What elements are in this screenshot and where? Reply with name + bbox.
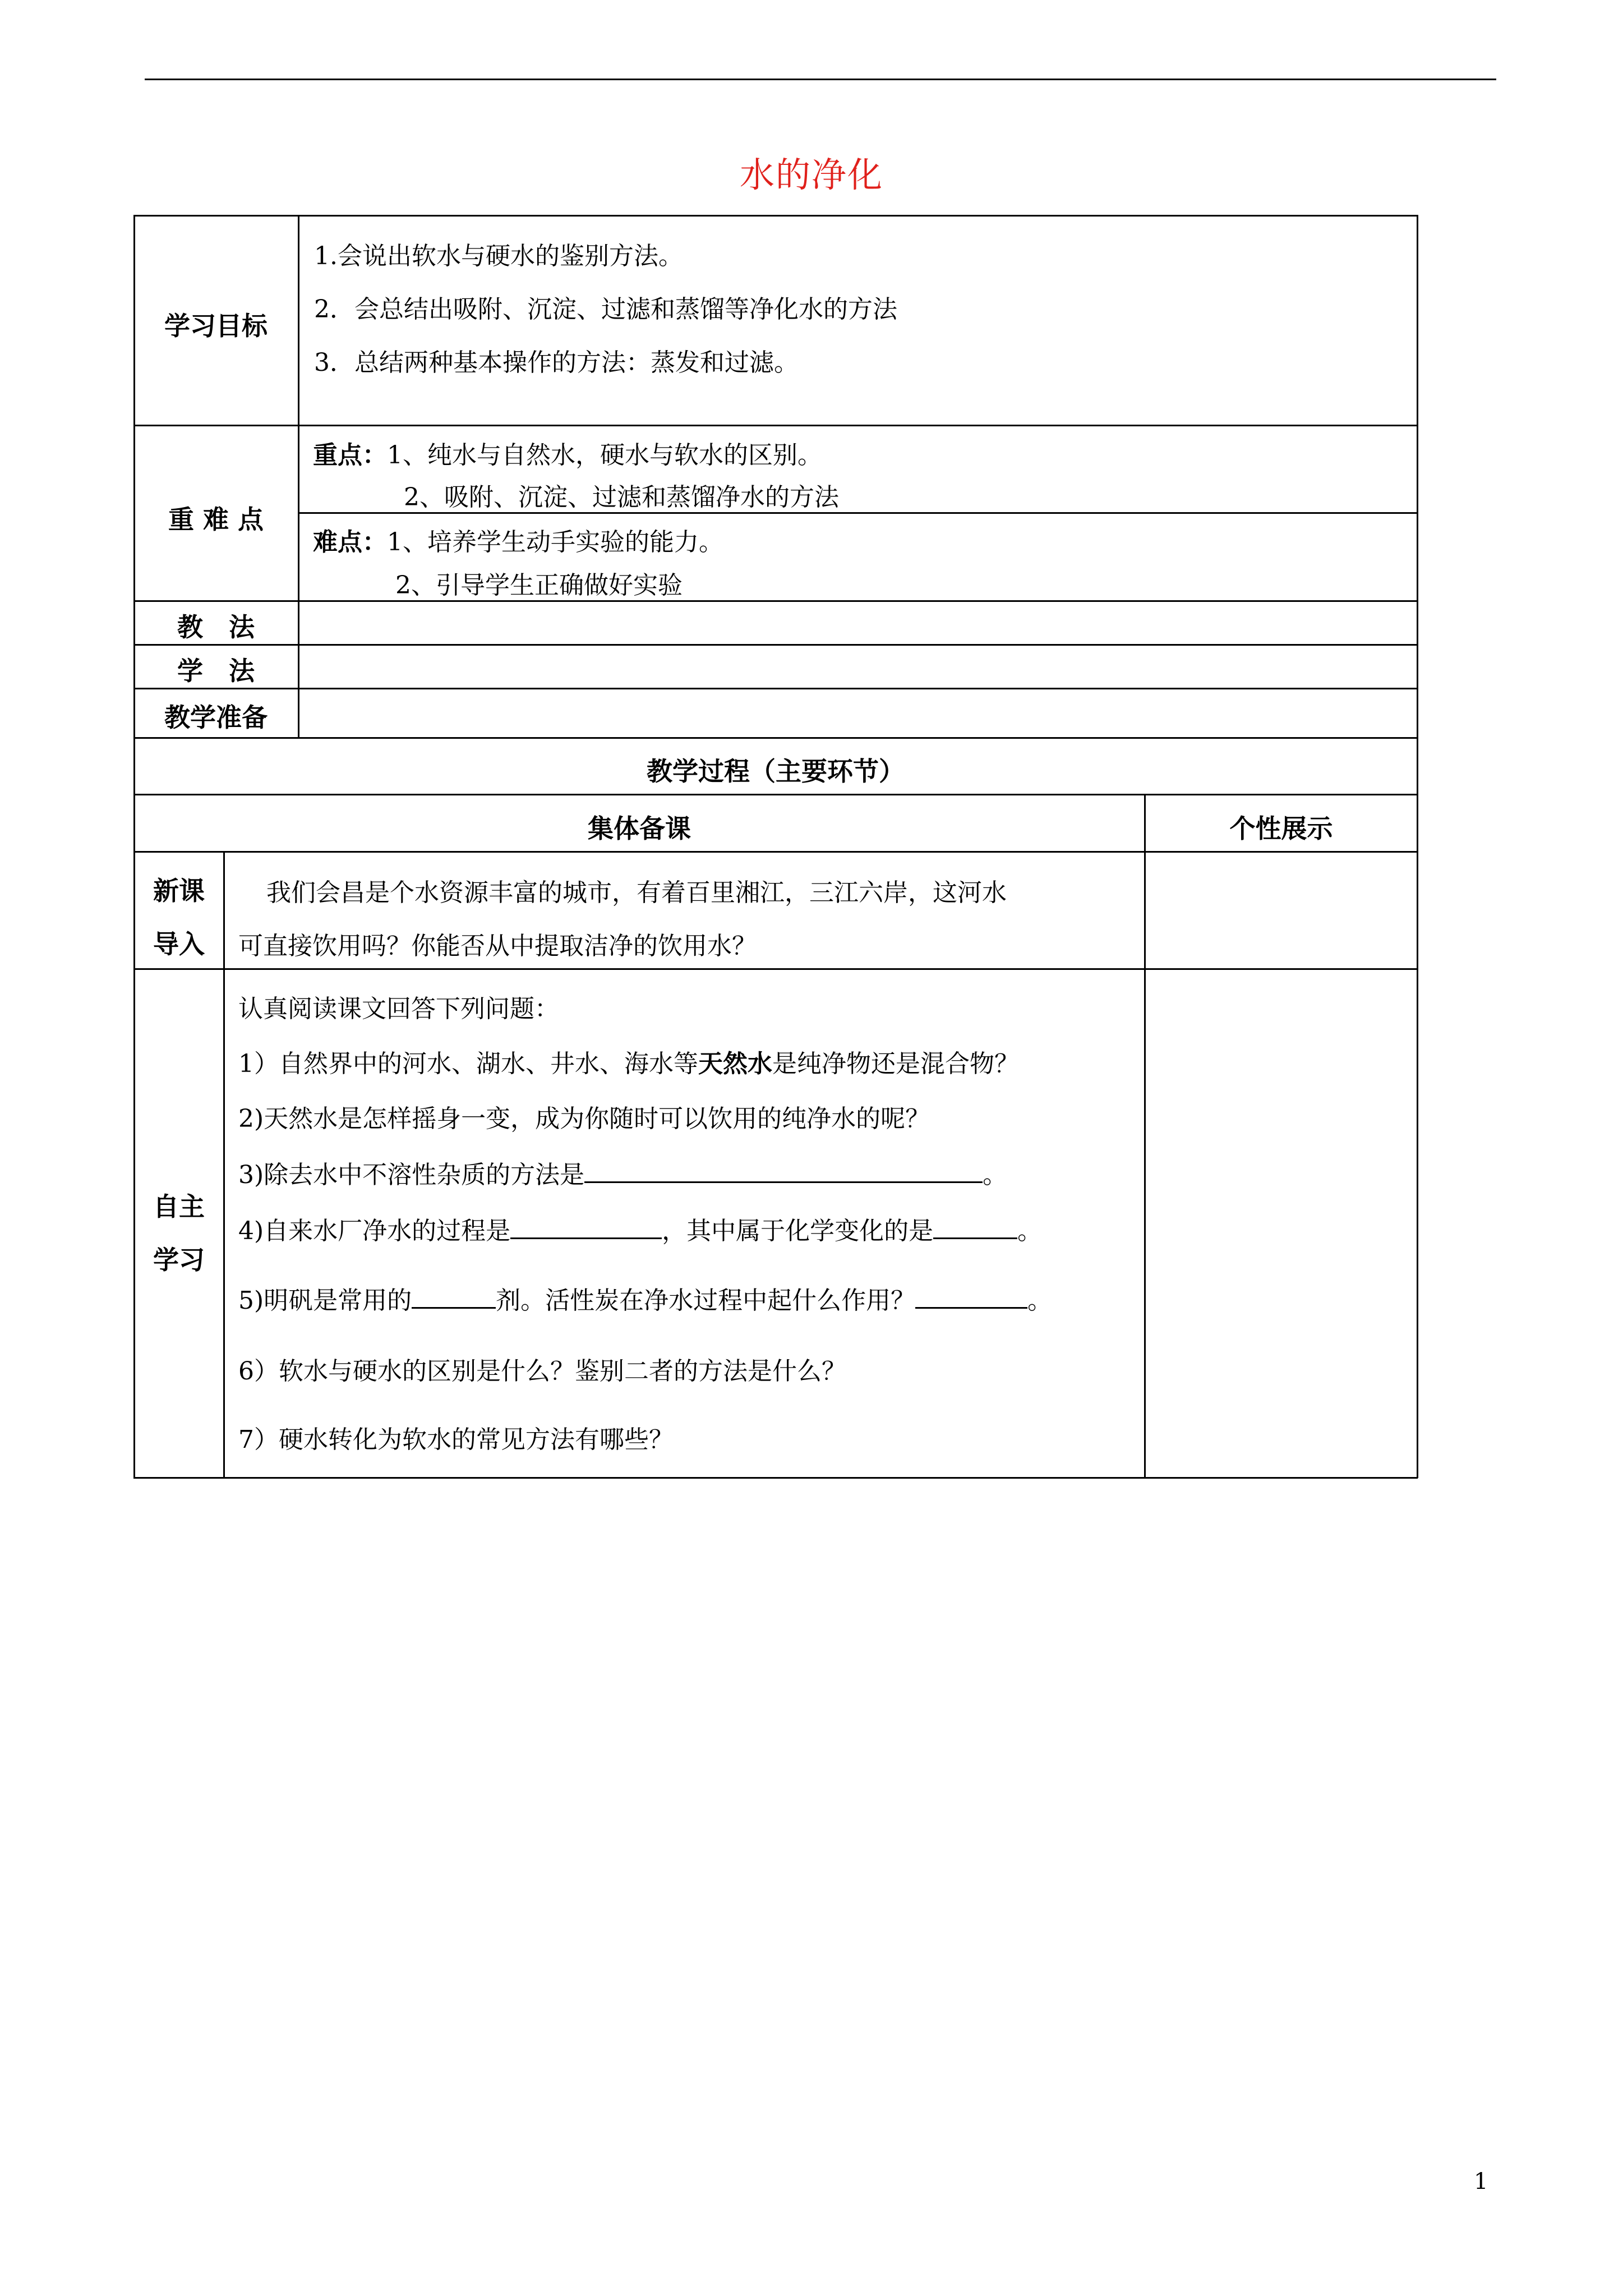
key-difficult-label: 重 难 点 bbox=[168, 504, 264, 535]
question-3 bbox=[238, 1154, 1007, 1190]
table-rule bbox=[133, 425, 1418, 426]
question-5 bbox=[238, 1280, 1052, 1316]
col-collective-header: 集体备课 bbox=[588, 813, 691, 844]
table-border-bottom bbox=[133, 1477, 1418, 1479]
question-emphasis: 天然水 bbox=[698, 1050, 772, 1078]
difficult-point-label: 难点： bbox=[313, 528, 387, 556]
question-2: 2)天然水是怎样摇身一变，成为你随时可以饮用的纯净水的呢？ bbox=[238, 1105, 930, 1133]
question-1 bbox=[238, 1043, 1019, 1079]
self-study-intro: 认真阅读课文回答下列问题： bbox=[238, 995, 559, 1023]
header-rule bbox=[145, 79, 1496, 80]
intro-label: 新课 bbox=[153, 876, 205, 906]
process-header: 教学过程（主要环节） bbox=[647, 756, 905, 786]
answer-blank[interactable] bbox=[510, 1215, 662, 1239]
key-point-label: 重点： bbox=[313, 441, 387, 470]
difficult-point-line bbox=[313, 522, 723, 558]
objectives-label: 学习目标 bbox=[164, 311, 268, 341]
difficult-point-item: 1、培养学生动手实验的能力。 bbox=[387, 528, 723, 556]
objective-item: 2．会总结出吸附、沉淀、过滤和蒸馏等净化水的方法 bbox=[314, 295, 897, 324]
difficult-point-item: 2、引导学生正确做好实验 bbox=[395, 571, 683, 600]
self-study-label: 学习 bbox=[153, 1245, 205, 1275]
col-personal-header: 个性展示 bbox=[1229, 813, 1333, 844]
objective-item: 3．总结两种基本操作的方法：蒸发和过滤。 bbox=[314, 348, 799, 377]
table-border-right bbox=[1417, 215, 1418, 1478]
preparation-label: 教学准备 bbox=[164, 702, 268, 733]
table-rule bbox=[133, 794, 1418, 795]
table-rule bbox=[223, 851, 225, 1478]
question-text: 。 bbox=[1027, 1286, 1053, 1315]
question-4 bbox=[238, 1211, 1042, 1246]
table-rule bbox=[133, 968, 1418, 970]
question-text: 剂。活性炭在净水过程中起什么作用？ bbox=[496, 1286, 916, 1315]
question-6: 6）软水与硬水的区别是什么？鉴别二者的方法是什么？ bbox=[238, 1357, 846, 1386]
question-text: 3)除去水中不溶性杂质的方法是 bbox=[238, 1161, 585, 1189]
question-text: ，其中属于化学变化的是 bbox=[662, 1217, 934, 1245]
learning-method-label: 学 法 bbox=[177, 656, 255, 686]
objective-item: 1.会说出软水与硬水的鉴别方法。 bbox=[314, 242, 683, 270]
intro-label: 导入 bbox=[153, 929, 205, 959]
table-border-left bbox=[133, 215, 135, 1478]
key-point-item: 2、吸附、沉淀、过滤和蒸馏净水的方法 bbox=[404, 483, 839, 512]
question-text: 是纯净物还是混合物？ bbox=[772, 1050, 1019, 1078]
answer-blank[interactable] bbox=[584, 1159, 983, 1183]
question-7: 7）硬水转化为软水的常见方法有哪些？ bbox=[238, 1425, 674, 1454]
question-text: 5)明矾是常用的 bbox=[238, 1286, 412, 1315]
table-rule bbox=[298, 215, 299, 738]
question-text: 1）自然界中的河水、湖水、井水、海水等 bbox=[238, 1050, 698, 1078]
page-number: 1 bbox=[1474, 2169, 1488, 2194]
intro-text: 我们会昌是个水资源丰富的城市，有着百里湘江，三江六岸，这河水 bbox=[266, 878, 1007, 907]
key-point-line bbox=[313, 435, 822, 471]
table-rule bbox=[133, 737, 1418, 739]
document-title: 水的净化 bbox=[739, 154, 883, 195]
question-text: 。 bbox=[983, 1161, 1008, 1189]
table-rule bbox=[133, 851, 1418, 853]
key-point-item: 1、纯水与自然水，硬水与软水的区别。 bbox=[387, 441, 822, 470]
table-rule bbox=[133, 600, 1418, 602]
answer-blank[interactable] bbox=[933, 1215, 1017, 1239]
answer-blank[interactable] bbox=[915, 1285, 1027, 1309]
table-border-top bbox=[133, 215, 1418, 217]
table-rule bbox=[1144, 794, 1146, 1478]
table-rule bbox=[133, 688, 1418, 689]
teaching-method-label: 教 法 bbox=[177, 612, 255, 642]
table-rule bbox=[133, 644, 1418, 646]
question-text: 4)自来水厂净水的过程是 bbox=[238, 1217, 511, 1245]
self-study-label: 自主 bbox=[153, 1191, 205, 1222]
answer-blank[interactable] bbox=[412, 1285, 496, 1309]
question-text: 。 bbox=[1017, 1217, 1043, 1245]
intro-text: 可直接饮用吗？你能否从中提取洁净的饮用水？ bbox=[238, 932, 757, 960]
